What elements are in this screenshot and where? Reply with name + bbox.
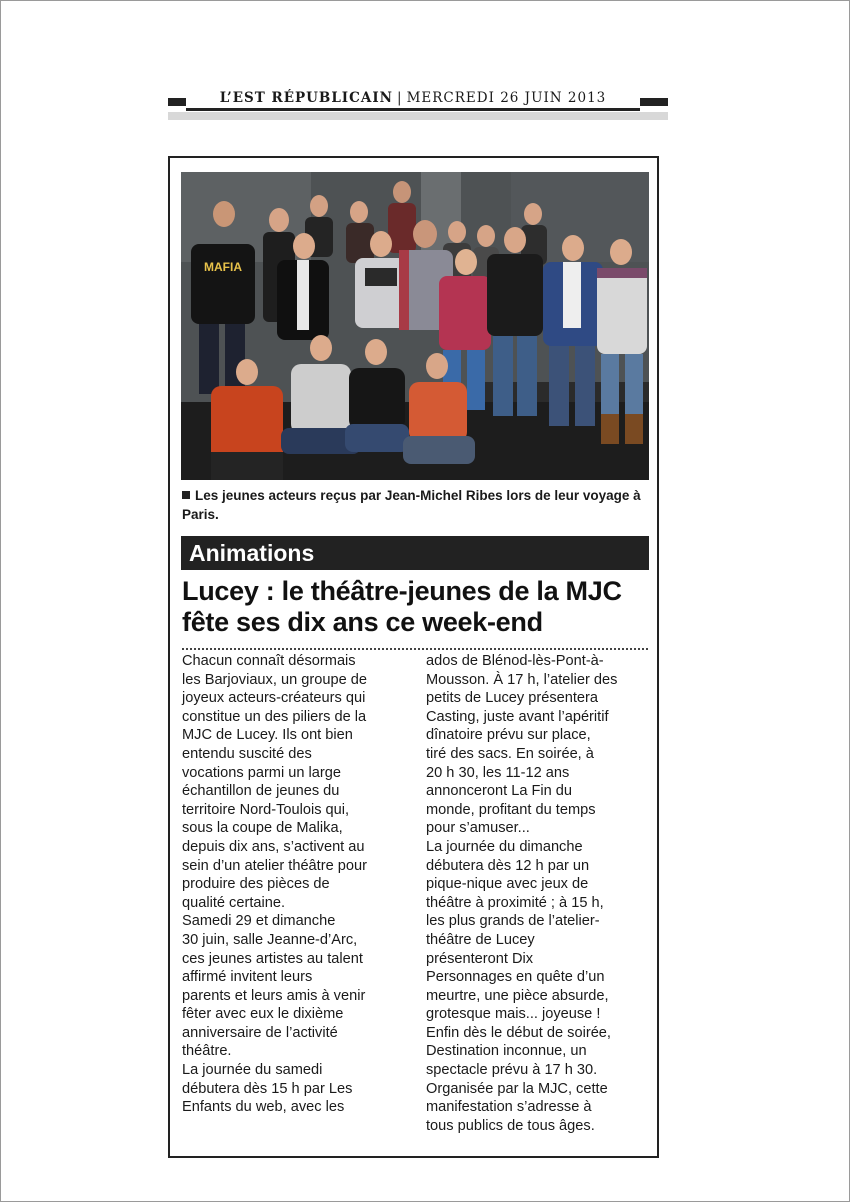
text-line: La journée du dimanche <box>426 838 583 855</box>
section-rubric: Animations <box>181 536 649 570</box>
caption-bullet <box>182 491 190 499</box>
text-line: tous publics de tous âges. <box>426 1117 595 1134</box>
text-line: ces jeunes artistes au talent <box>182 950 363 967</box>
text-line: anniversaire de l’activité <box>182 1024 338 1041</box>
masthead-rule <box>186 108 640 111</box>
article-column-left <box>182 652 404 1117</box>
text-line: fêter avec eux le dixième <box>182 1006 344 1023</box>
text-line: La journée du samedi <box>182 1062 323 1079</box>
caption-text: Les jeunes acteurs reçus par Jean-Michel Ribes lors de leur voyage à Paris. <box>182 488 641 522</box>
text-line: Enfants du web, avec les <box>182 1099 345 1116</box>
text-line: présenteront Dix <box>426 950 534 967</box>
text-line: dînatoire prévu sur place, <box>426 727 591 744</box>
text-line: 20 h 30, les 11-12 ans <box>426 764 570 781</box>
text-line: constitue un des piliers de la <box>182 708 367 725</box>
newspaper-name: L’EST RÉPUBLICAIN <box>219 90 393 106</box>
text-line: Mousson. À 17 h, l’atelier des <box>426 671 618 688</box>
group-photo-illustration <box>181 172 649 480</box>
text-line: théâtre à proximité ; à 15 h, <box>426 894 604 911</box>
headline-line-2: fête ses dix ans ce week-end <box>182 607 543 637</box>
text-line: tiré des sacs. En soirée, à <box>426 745 594 762</box>
text-line: produire des pièces de <box>182 876 330 893</box>
text-line: pour s’amuser... <box>426 820 530 837</box>
text-line: échantillon de jeunes du <box>182 783 340 800</box>
text-line: sein d’un atelier théâtre pour <box>182 857 367 874</box>
text-line: les Barjoviaux, un groupe de <box>182 671 367 688</box>
text-line: joyeux acteurs-créateurs qui <box>182 690 366 707</box>
text-line: débutera dès 12 h par un <box>426 857 590 874</box>
article-box <box>168 156 659 1158</box>
text-line: Enfin dès le début de soirée, <box>426 1024 611 1041</box>
text-line: Organisée par la MJC, cette <box>426 1080 608 1097</box>
group-photo <box>181 172 649 480</box>
text-line: théâtre. <box>182 1043 232 1060</box>
text-line: 30 juin, salle Jeanne-d’Arc, <box>182 931 358 948</box>
text-line: les plus grands de l’atelier- <box>426 913 600 930</box>
text-line: manifestation s’adresse à <box>426 1099 592 1116</box>
text-line: depuis dix ans, s’activent au <box>182 838 365 855</box>
text-line: territoire Nord-Toulois qui, <box>182 801 350 818</box>
text-line: Destination inconnue, un <box>426 1043 587 1060</box>
masthead-bar-right <box>640 98 668 106</box>
masthead-text <box>198 88 628 108</box>
masthead-bar-left <box>168 98 186 106</box>
text-line: grotesque mais... joyeuse ! <box>426 1006 601 1023</box>
publication-date: MERCREDI 26 JUIN 2013 <box>406 90 607 106</box>
text-line: spectacle prévu à 17 h 30. <box>426 1062 598 1079</box>
text-line: Casting, juste avant l’apéritif <box>426 708 609 725</box>
text-line: ados de Blénod-lès-Pont-à- <box>426 653 604 669</box>
text-line: sous la coupe de Malika, <box>182 820 343 837</box>
article-headline <box>182 576 650 638</box>
text-line: Chacun connaît désormais <box>182 653 356 669</box>
masthead-separator: | <box>397 90 403 106</box>
text-line: meurtre, une pièce absurde, <box>426 987 609 1004</box>
text-line: parents et leurs amis à venir <box>182 987 366 1004</box>
shirt-print: MAFIA <box>204 260 242 274</box>
headline-line-1: Lucey : le théâtre-jeunes de la MJC <box>182 576 622 606</box>
masthead-shadow-bar <box>168 112 668 120</box>
text-line: annonceront La Fin du <box>426 783 573 800</box>
text-line: théâtre de Lucey <box>426 931 535 948</box>
text-line: Personnages en quête d’un <box>426 969 605 986</box>
text-line: entendu suscité des <box>182 745 312 762</box>
text-line: petits de Lucey présentera <box>426 690 598 707</box>
text-line: qualité certaine. <box>182 894 286 911</box>
text-line: vocations parmi un large <box>182 764 341 781</box>
article-column-right <box>426 652 648 1135</box>
text-line: pique-nique avec jeux de <box>426 876 589 893</box>
text-line: MJC de Lucey. Ils ont bien <box>182 727 353 744</box>
text-line: monde, profitant du temps <box>426 801 596 818</box>
text-line: débutera dès 15 h par Les <box>182 1080 353 1097</box>
headline-dotted-rule <box>182 648 648 650</box>
masthead <box>168 88 668 120</box>
photo-caption <box>182 486 648 524</box>
text-line: Samedi 29 et dimanche <box>182 913 336 930</box>
text-line: affirmé invitent leurs <box>182 969 313 986</box>
